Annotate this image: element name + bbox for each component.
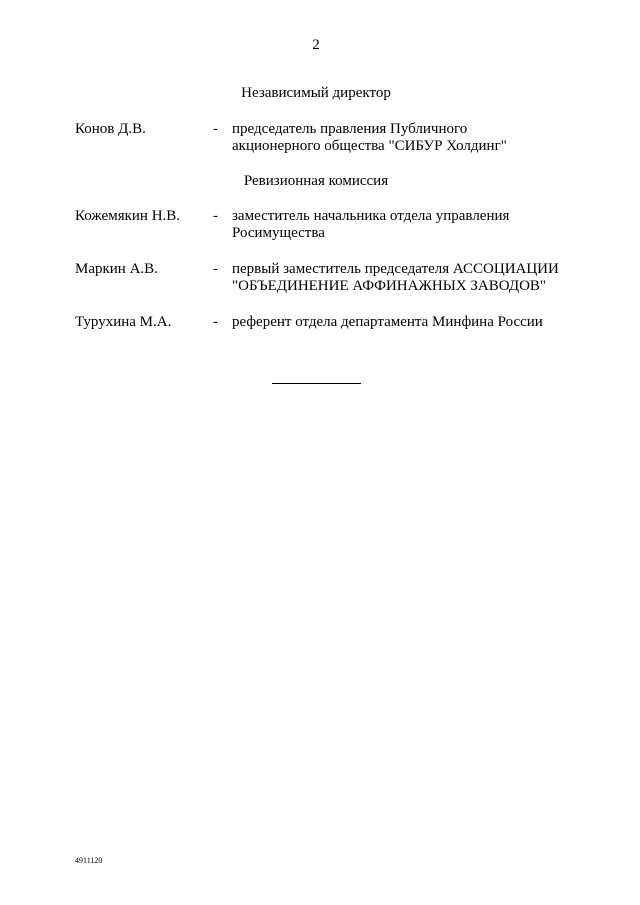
page-number: 2 (312, 37, 320, 53)
separator-dash: - (213, 121, 218, 137)
member-name: Турухина М.А. (75, 314, 172, 330)
member-name: Маркин А.В. (75, 261, 158, 277)
member-position-line: председатель правления Публичного (232, 121, 468, 137)
member-name: Кожемякин Н.В. (75, 208, 181, 224)
member-position-line: референт отдела департамента Минфина России (232, 314, 543, 330)
member-position-line: первый заместитель председателя АССОЦИАЦИИ (232, 261, 559, 277)
section-heading-audit-commission: Ревизионная комиссия (243, 173, 389, 189)
separator-dash: - (213, 208, 218, 224)
end-divider-line (272, 383, 361, 384)
member-position-line: Росимущества (232, 225, 325, 241)
member-position-line: акционерного общества "СИБУР Холдинг" (232, 138, 507, 154)
member-position (232, 121, 592, 155)
separator-dash: - (213, 261, 218, 277)
document-code: 4911120 (75, 856, 103, 865)
member-position (232, 314, 592, 331)
member-position-line: "ОБЪЕДИНЕНИЕ АФФИНАЖНЫХ ЗАВОДОВ" (232, 278, 547, 294)
section-heading-independent-director: Независимый директор (241, 85, 391, 101)
member-position (232, 261, 592, 295)
member-position (232, 208, 592, 242)
separator-dash: - (213, 314, 218, 330)
member-name: Конов Д.В. (75, 121, 146, 137)
member-position-line: заместитель начальника отдела управления (232, 208, 510, 224)
